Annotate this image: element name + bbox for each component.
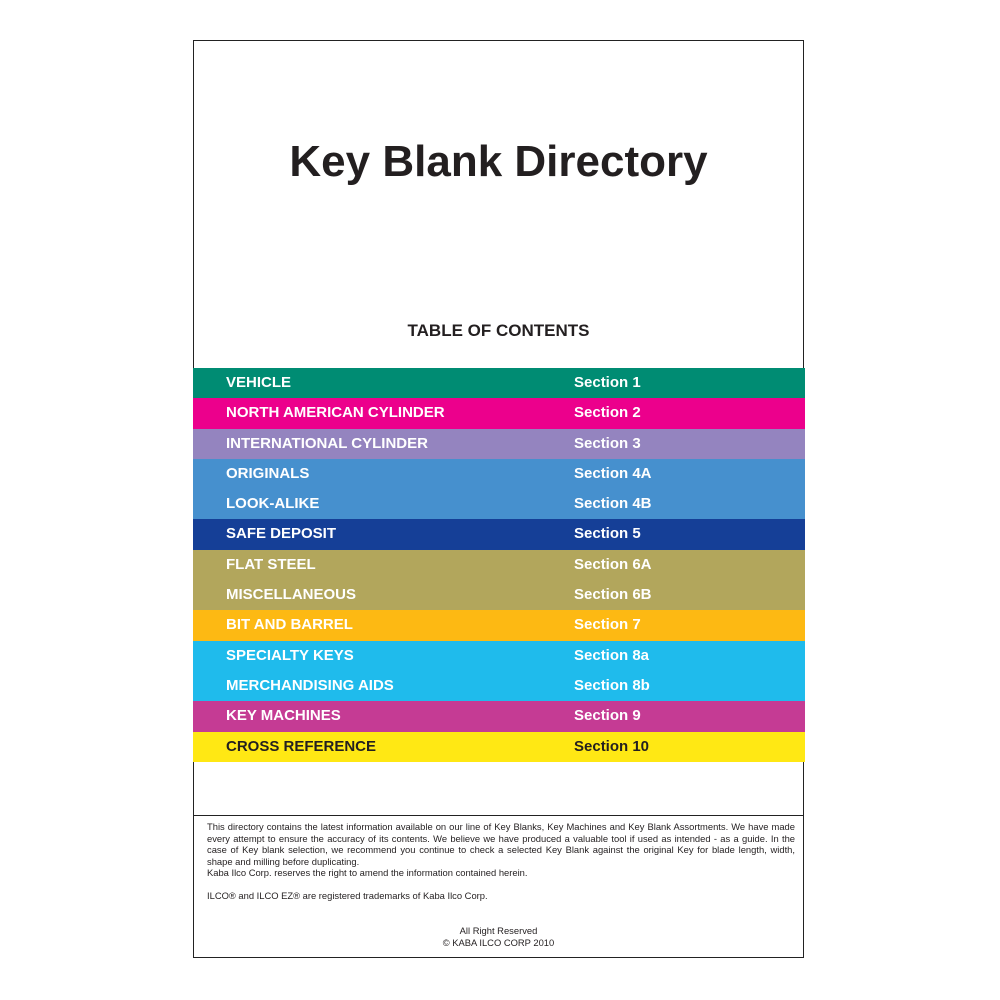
toc-row[interactable] <box>193 701 805 731</box>
amend-notice: Kaba Ilco Corp. reserves the right to amend the information contained herein. <box>207 867 528 879</box>
toc-row[interactable] <box>193 580 805 610</box>
toc-row-label: KEY MACHINES <box>226 707 341 725</box>
toc-row-label: FLAT STEEL <box>226 555 316 573</box>
toc-row-section: Section 5 <box>574 525 641 543</box>
trademark-notice: ILCO® and ILCO EZ® are registered trademarks of Kaba Ilco Corp. <box>207 889 488 901</box>
toc-row-section: Section 1 <box>574 374 641 391</box>
toc-row-section: Section 6B <box>574 586 652 604</box>
toc-row-label: MERCHANDISING AIDS <box>226 676 394 694</box>
toc-row-section: Section 10 <box>574 737 650 755</box>
toc-row-section: Section 3 <box>574 434 641 452</box>
rights-text: All Right Reserved <box>459 925 538 936</box>
toc-row[interactable] <box>193 429 805 459</box>
toc-row-label: MISCELLANEOUS <box>226 586 357 604</box>
table-of-contents <box>193 368 805 762</box>
toc-row-section: Section 6A <box>574 555 652 573</box>
toc-row[interactable] <box>193 398 805 428</box>
copyright-text: © KABA ILCO CORP 2010 <box>442 937 555 948</box>
toc-row-section: Section 2 <box>574 404 641 422</box>
toc-row[interactable] <box>193 610 805 640</box>
toc-row-label: SAFE DEPOSIT <box>226 525 337 543</box>
toc-row-label: VEHICLE <box>226 374 292 391</box>
page-title: Key Blank Directory <box>289 137 708 186</box>
copyright-block <box>194 925 803 949</box>
toc-row[interactable] <box>193 641 805 671</box>
toc-row[interactable] <box>193 459 805 489</box>
toc-row-label: NORTH AMERICAN CYLINDER <box>226 404 445 422</box>
toc-heading: TABLE OF CONTENTS <box>407 321 590 340</box>
toc-row-label: SPECIALTY KEYS <box>226 646 354 664</box>
toc-row-section: Section 8b <box>574 676 650 694</box>
toc-row-label: LOOK-ALIKE <box>226 495 320 513</box>
toc-row[interactable] <box>193 671 805 701</box>
toc-row-section: Section 9 <box>574 707 641 725</box>
toc-row[interactable] <box>193 550 805 580</box>
toc-row-label: BIT AND BARREL <box>226 616 353 634</box>
disclaimer-text: This directory contains the latest information available on our line of Key Blanks, Key Machines and Key Blank Assortments. We have made every attempt to ensure the accuracy of its contents. We believe we have produced a valuable tool if used as intended - as a guide. In the case of Key blank selection, we recommend you continue to check a selected Key Blank against the original Key for blade length, width, shape and milling before duplicating. <box>207 821 795 867</box>
directory-page <box>193 40 804 958</box>
toc-row[interactable] <box>193 519 805 549</box>
toc-row-label: INTERNATIONAL CYLINDER <box>226 434 428 452</box>
toc-row-label: ORIGINALS <box>226 464 310 482</box>
toc-row-section: Section 8a <box>574 646 650 664</box>
toc-row[interactable] <box>193 732 805 762</box>
toc-row-section: Section 7 <box>574 616 641 634</box>
toc-row-label: CROSS REFERENCE <box>226 737 377 755</box>
toc-row[interactable] <box>193 368 805 398</box>
toc-row[interactable] <box>193 489 805 519</box>
toc-row-section: Section 4B <box>574 495 652 513</box>
footer-notes <box>194 815 803 902</box>
toc-row-section: Section 4A <box>574 464 652 482</box>
